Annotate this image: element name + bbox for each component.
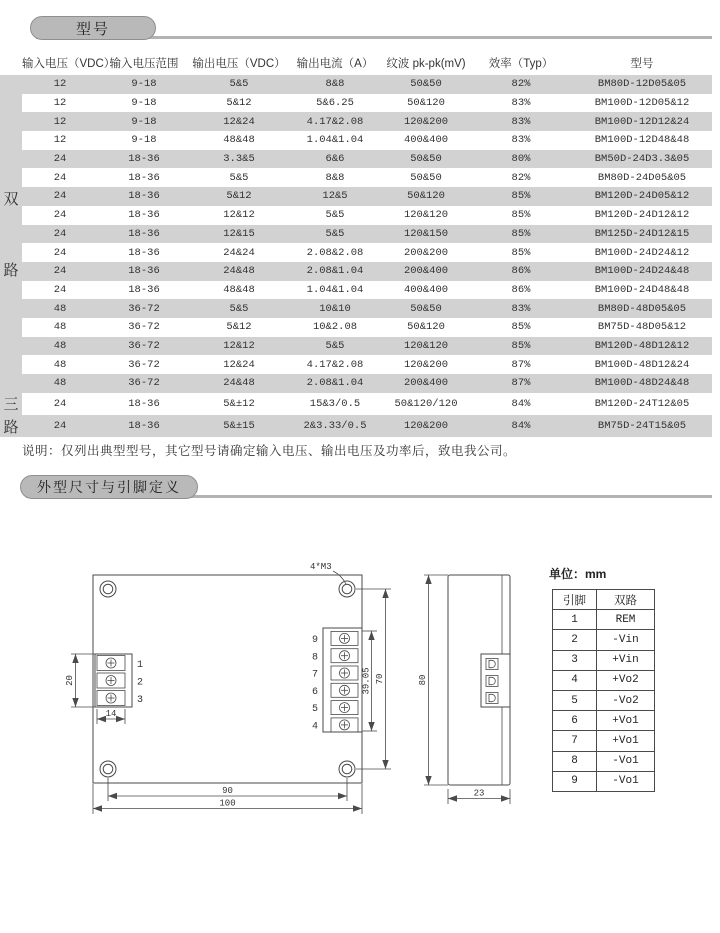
pin-number: 9 xyxy=(553,771,597,791)
table-cell: 120&120 xyxy=(382,337,470,356)
table-cell: 24 xyxy=(22,150,98,169)
pin-table-row xyxy=(553,711,655,731)
table-cell: 36-72 xyxy=(128,358,160,371)
table-cell: 85% xyxy=(511,321,531,334)
table-cell: 2.08&1.04 xyxy=(288,374,382,393)
pin-signal: -Vo1 xyxy=(597,751,655,771)
table-cell: BM120D-24T12&05 xyxy=(594,397,690,410)
table-cell: 24 xyxy=(22,225,98,244)
table-row xyxy=(0,187,712,206)
table-cell: 48 xyxy=(53,358,67,371)
pin-number: 4 xyxy=(553,670,597,690)
unit-label: 单位：mm xyxy=(549,567,607,581)
table-cell: BM80D-12D05&05 xyxy=(572,75,712,94)
table-cell: 400&400 xyxy=(403,283,449,296)
gutter-header xyxy=(0,50,22,75)
table-cell: 9-18 xyxy=(131,134,157,147)
table-cell: 82% xyxy=(470,75,572,94)
table-row xyxy=(0,112,712,131)
table-cell: 9-18 xyxy=(98,75,190,94)
pin-table-body xyxy=(553,610,655,792)
col-header-vin-range: 输入电压范围 xyxy=(109,57,179,70)
table-cell: 36-72 xyxy=(98,337,190,356)
pin-table-row xyxy=(553,650,655,670)
row-group-label xyxy=(0,75,22,393)
group-char: 路 xyxy=(3,418,19,436)
section-badge-models xyxy=(30,16,156,40)
mount-hole-top-left xyxy=(100,581,116,597)
pin-label-1: 1 xyxy=(137,660,144,671)
table-cell: 12&24 xyxy=(190,112,288,131)
table-row xyxy=(0,393,712,415)
table-cell: 12 xyxy=(53,134,67,147)
pin-table-row xyxy=(553,731,655,751)
table-cell: 120&150 xyxy=(382,225,470,244)
table-cell: 85% xyxy=(511,246,531,259)
table-cell: 1.04&1.04 xyxy=(306,283,364,296)
table-cell: 8&8 xyxy=(325,171,345,184)
table-cell: 12 xyxy=(22,75,98,94)
table-cell: 5&±15 xyxy=(190,415,288,437)
table-cell: 5&6.25 xyxy=(316,97,354,110)
dim-hole-span: 90 xyxy=(222,786,233,796)
table-cell: 85% xyxy=(470,337,572,356)
table-cell: 48 xyxy=(22,374,98,393)
table-cell: 36-72 xyxy=(98,299,190,318)
table-cell: BM75D-48D05&12 xyxy=(597,321,687,334)
table-cell: 18-36 xyxy=(98,415,190,437)
pin-signal: -Vo2 xyxy=(597,690,655,710)
table-cell: 86% xyxy=(470,262,572,281)
table-cell: BM80D-24D05&05 xyxy=(597,171,687,184)
table-cell: 48&48 xyxy=(223,283,255,296)
table-cell: BM125D-24D12&15 xyxy=(572,225,712,244)
pin-table-row xyxy=(553,670,655,690)
pin-label-7: 7 xyxy=(311,669,318,681)
side-view xyxy=(418,575,510,804)
pin-number: 1 xyxy=(553,610,597,630)
table-cell: 6&6 xyxy=(288,150,382,169)
table-cell: 87% xyxy=(511,358,531,371)
pin-table-header-dual: 双路 xyxy=(597,590,655,610)
col-header-vin: 输入电压（VDC） xyxy=(22,57,116,70)
table-cell: 5&12 xyxy=(226,97,252,110)
table-cell: 48 xyxy=(22,299,98,318)
table-cell: 12&15 xyxy=(190,225,288,244)
section-badge-outline xyxy=(20,475,198,499)
table-cell: BM100D-24D24&12 xyxy=(594,246,690,259)
front-view xyxy=(65,562,391,814)
table-cell: 83% xyxy=(470,299,572,318)
table-row xyxy=(0,94,712,113)
table-cell: 50&120 xyxy=(382,187,470,206)
dim-side-depth: 23 xyxy=(473,788,485,799)
dim-left-block-height: 20 xyxy=(65,675,75,686)
table-cell: 87% xyxy=(470,374,572,393)
table-cell: BM50D-24D3.3&05 xyxy=(572,150,712,169)
table-cell: 5&±12 xyxy=(223,397,255,410)
table-row xyxy=(0,318,712,337)
table-cell: 5&12 xyxy=(190,187,288,206)
table-cell: 200&400 xyxy=(382,262,470,281)
table-cell: 12 xyxy=(53,97,67,110)
table-cell: 12&12 xyxy=(223,209,255,222)
table-row xyxy=(0,150,712,169)
pin-number: 2 xyxy=(553,630,597,650)
table-cell: 36-72 xyxy=(128,321,160,334)
table-cell: 83% xyxy=(470,112,572,131)
table-cell: 5&5 xyxy=(288,225,382,244)
pin-label-9: 9 xyxy=(311,635,318,646)
table-row xyxy=(0,243,712,262)
table-cell: 12&24 xyxy=(223,358,255,371)
table-note: 说明：仅列出典型型号，其它型号请确定输入电压、输出电压及功率后，致电我公司。 xyxy=(22,444,517,458)
table-row xyxy=(0,374,712,393)
table-cell: 200&400 xyxy=(382,374,470,393)
table-cell: 50&50 xyxy=(382,150,470,169)
table-cell: 36-72 xyxy=(98,374,190,393)
output-terminal-block xyxy=(312,628,362,733)
mount-hole-bottom-right xyxy=(339,761,355,777)
pin-number: 3 xyxy=(553,650,597,670)
pin-signal: +Vo2 xyxy=(597,670,655,690)
col-header-model: 型号 xyxy=(630,57,654,70)
pin-table-row xyxy=(553,690,655,710)
table-cell: 18-36 xyxy=(98,187,190,206)
table-cell: 400&400 xyxy=(403,134,449,147)
table-cell: BM120D-24D05&12 xyxy=(572,187,712,206)
table-cell: 4.17&2.08 xyxy=(306,358,364,371)
table-row xyxy=(0,299,712,318)
table-cell: 2.08&2.08 xyxy=(306,246,364,259)
dim-overall-width: 100 xyxy=(219,798,236,809)
table-cell: BM75D-24T15&05 xyxy=(572,415,712,437)
mount-hole-bottom-left xyxy=(100,761,116,777)
table-cell: 86% xyxy=(511,283,531,296)
table-cell: 200&200 xyxy=(403,246,449,259)
pin-label-6: 6 xyxy=(311,686,318,698)
pin-table-row xyxy=(553,751,655,771)
table-cell: 4.17&2.08 xyxy=(288,112,382,131)
table-cell: 120&200 xyxy=(382,415,470,437)
table-cell: 18-36 xyxy=(98,150,190,169)
table-cell: 24&24 xyxy=(223,246,255,259)
table-cell: 48 xyxy=(22,337,98,356)
table-cell: BM100D-24D24&48 xyxy=(572,262,712,281)
pin-table-row xyxy=(553,630,655,650)
table-cell: 50&120 xyxy=(407,321,445,334)
pin-label-2: 2 xyxy=(137,677,144,689)
table-cell: 18-36 xyxy=(128,209,160,222)
table-row xyxy=(0,281,712,300)
dim-terminal-span: 39.05 xyxy=(361,667,372,695)
table-cell: 1.04&1.04 xyxy=(306,134,364,147)
pin-label-3: 3 xyxy=(137,695,144,706)
group-char: 路 xyxy=(3,261,19,279)
pin-table xyxy=(552,589,655,792)
table-row xyxy=(0,206,712,225)
table-cell: 2&3.33/0.5 xyxy=(288,415,382,437)
table-cell: BM100D-24D48&48 xyxy=(594,283,690,296)
table-cell: 50&120/120 xyxy=(394,397,458,410)
table-cell: BM120D-24D12&12 xyxy=(594,209,690,222)
table-cell: 18-36 xyxy=(128,246,160,259)
table-cell: 24 xyxy=(53,246,67,259)
table-row xyxy=(0,415,712,437)
dim-side-height: 80 xyxy=(418,674,428,686)
table-cell: 85% xyxy=(511,209,531,222)
table-cell: 18-36 xyxy=(128,171,160,184)
table-cell: 24 xyxy=(22,415,98,437)
table-cell: BM120D-48D12&12 xyxy=(572,337,712,356)
table-cell: BM100D-48D24&48 xyxy=(572,374,712,393)
mount-hole-top-right xyxy=(339,581,355,597)
pin-signal: -Vo1 xyxy=(597,771,655,791)
table-cell: 5&5 xyxy=(190,299,288,318)
table-cell: 24 xyxy=(22,262,98,281)
table-cell: 85% xyxy=(470,225,572,244)
table-cell: 12&12 xyxy=(190,337,288,356)
table-cell: 83% xyxy=(511,97,531,110)
mount-hole-callout: 4*M3 xyxy=(310,562,332,572)
group-char: 三 xyxy=(3,395,19,413)
table-cell: 10&10 xyxy=(288,299,382,318)
table-row xyxy=(0,355,712,374)
col-header-vout: 输出电压（VDC） xyxy=(192,57,286,70)
pin-table-row xyxy=(553,771,655,791)
col-header-ripple: 纹波 pk-pk(mV) xyxy=(386,57,466,70)
pin-label-4: 4 xyxy=(311,721,318,733)
table-cell: 24 xyxy=(53,283,67,296)
table-cell: 120&120 xyxy=(403,209,449,222)
table-cell: BM100D-48D12&24 xyxy=(594,358,690,371)
table-cell: 8&8 xyxy=(288,75,382,94)
models-table-header-row xyxy=(0,50,712,75)
table-row xyxy=(0,168,712,187)
pin-number: 7 xyxy=(553,731,597,751)
table-cell: 5&5 xyxy=(190,75,288,94)
pin-signal: -Vin xyxy=(597,630,655,650)
pin-number: 6 xyxy=(553,711,597,731)
table-cell: 12&5 xyxy=(288,187,382,206)
pin-signal: +Vin xyxy=(597,650,655,670)
table-cell: 50&50 xyxy=(382,75,470,94)
pin-signal: +Vo1 xyxy=(597,731,655,751)
table-row xyxy=(0,75,712,94)
input-terminal-block xyxy=(95,654,143,707)
table-cell: 10&2.08 xyxy=(312,321,358,334)
pin-table-header-row xyxy=(553,590,655,610)
table-cell: 18-36 xyxy=(128,283,160,296)
models-table-body xyxy=(0,75,712,437)
table-cell: 50&50 xyxy=(382,299,470,318)
pin-table-header-pin: 引脚 xyxy=(553,590,597,610)
section-title-outline: 外型尺寸与引脚定义 xyxy=(37,479,181,495)
table-cell: 9-18 xyxy=(131,97,157,110)
pin-number: 5 xyxy=(553,690,597,710)
table-cell: 5&5 xyxy=(229,171,249,184)
table-cell: 48 xyxy=(53,321,67,334)
col-header-iout: 输出电流（A） xyxy=(296,57,374,70)
row-group-label xyxy=(0,393,22,437)
table-cell: 18-36 xyxy=(98,225,190,244)
table-row xyxy=(0,262,712,281)
table-cell: 84% xyxy=(511,397,531,410)
table-cell: 24 xyxy=(22,187,98,206)
table-cell: 80% xyxy=(470,150,572,169)
table-cell: 5&12 xyxy=(226,321,252,334)
table-cell: 83% xyxy=(511,134,531,147)
table-cell: 24 xyxy=(53,397,67,410)
pin-signal: REM xyxy=(597,610,655,630)
pin-signal: +Vo1 xyxy=(597,711,655,731)
pin-table-row xyxy=(553,610,655,630)
group-char: 双 xyxy=(3,190,19,208)
section-title-models: 型号 xyxy=(75,20,110,38)
models-table xyxy=(0,50,712,437)
table-cell: BM100D-12D48&48 xyxy=(594,134,690,147)
dim-hole-height-span: 70 xyxy=(375,673,385,685)
table-cell: BM80D-48D05&05 xyxy=(572,299,712,318)
table-cell: 5&5 xyxy=(288,337,382,356)
table-cell: 18-36 xyxy=(128,397,160,410)
pin-label-5: 5 xyxy=(311,704,318,716)
table-cell: 2.08&1.04 xyxy=(288,262,382,281)
table-cell: BM100D-12D12&24 xyxy=(572,112,712,131)
pin-label-8: 8 xyxy=(311,652,318,664)
table-cell: 18-36 xyxy=(98,262,190,281)
table-cell: 24&48 xyxy=(190,262,288,281)
table-cell: 120&200 xyxy=(382,112,470,131)
table-cell: 5&5 xyxy=(325,209,345,222)
table-cell: 48&48 xyxy=(223,134,255,147)
table-cell: 82% xyxy=(511,171,531,184)
table-cell: 84% xyxy=(470,415,572,437)
table-cell: 3.3&5 xyxy=(190,150,288,169)
table-cell: 24&48 xyxy=(190,374,288,393)
table-cell: 24 xyxy=(53,171,67,184)
table-row xyxy=(0,337,712,356)
table-cell: 12 xyxy=(22,112,98,131)
pin-number: 8 xyxy=(553,751,597,771)
table-cell: 120&200 xyxy=(403,358,449,371)
table-cell: 50&120 xyxy=(407,97,445,110)
table-cell: 50&50 xyxy=(410,171,442,184)
table-cell: 9-18 xyxy=(98,112,190,131)
table-cell: 15&3/0.5 xyxy=(309,397,361,410)
col-header-efficiency: 效率（Typ） xyxy=(488,57,554,70)
dim-left-block-width: 14 xyxy=(105,709,117,719)
table-row xyxy=(0,131,712,150)
table-cell: 85% xyxy=(470,187,572,206)
table-cell: 24 xyxy=(53,209,67,222)
table-row xyxy=(0,225,712,244)
table-cell: BM100D-12D05&12 xyxy=(594,97,690,110)
